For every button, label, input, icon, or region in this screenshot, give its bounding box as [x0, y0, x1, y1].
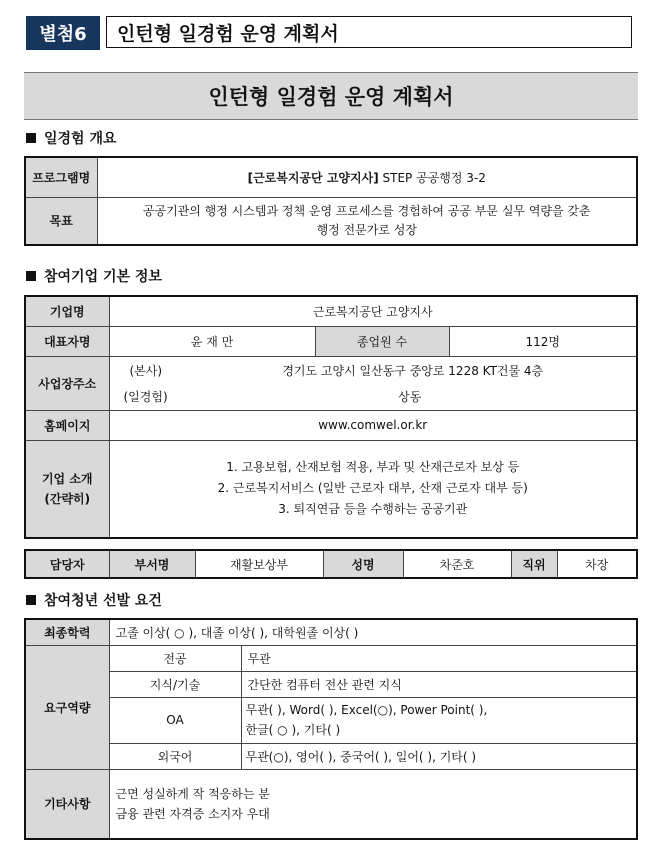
document-title: 인턴형 일경험 운영 계획서 [24, 72, 638, 120]
company-name-label: 기업명 [25, 296, 109, 326]
appendix-tag: 별첨6 [26, 16, 100, 50]
site-label: (일경험) [123, 389, 168, 404]
goal-value [97, 197, 637, 245]
education-label: 최종학력 [25, 619, 109, 645]
contact-table [24, 549, 638, 579]
skill-value: 간단한 컴퓨터 전산 관련 지식 [241, 671, 637, 697]
major-label: 전공 [109, 645, 241, 671]
intro-label [25, 440, 109, 538]
dept-value: 재활보상부 [195, 550, 323, 578]
goal-label: 목표 [25, 197, 97, 245]
etc-value [109, 769, 637, 839]
site-address: 상동 [398, 389, 422, 404]
position-label: 직위 [511, 550, 557, 578]
oa-value [241, 697, 637, 743]
hq-label: (본사) [129, 363, 163, 378]
intro-line-3: 3. 퇴직연금 등을 수행하는 공공기관 [278, 502, 468, 517]
major-value: 무관 [241, 645, 637, 671]
site-address-row [110, 383, 637, 409]
person-name-value: 차준호 [403, 550, 511, 578]
intro-label-line-1: 기업 소개 [41, 471, 93, 486]
homepage-value[interactable]: www.comwel.or.kr [109, 410, 637, 440]
header-title: 인턴형 일경험 운영 계획서 [106, 16, 632, 48]
skill-label: 지식/기술 [109, 671, 241, 697]
language-label: 외국어 [109, 743, 241, 769]
requirements-table [24, 618, 638, 840]
etc-line-1: 근면 성실하게 작 적응하는 분 [115, 786, 270, 801]
language-value: 무관(○), 영어( ), 중국어( ), 일어( ), 기타( ) [241, 743, 637, 769]
program-org: [근로복지공단 고양지사] [247, 170, 379, 185]
intro-value [109, 440, 637, 538]
oa-line-1: 무관( ), Word( ), Excel(○), Power Point( ), [245, 703, 488, 717]
address-label: 사업장주소 [25, 356, 109, 410]
ceo-label: 대표자명 [25, 326, 109, 356]
intro-line-1: 1. 고용보험, 산재보험 적용, 부과 및 산재근로자 보상 등 [226, 460, 520, 475]
program-label: 프로그램명 [25, 157, 97, 197]
hq-address-row [110, 357, 637, 383]
education-value: 고졸 이상( ○ ), 대졸 이상( ), 대학원졸 이상( ) [109, 619, 637, 645]
section-overview-label: 일경험 개요 [44, 131, 117, 147]
etc-line-2: 금융 관련 자격증 소지자 우대 [115, 806, 270, 821]
person-name-label: 성명 [323, 550, 403, 578]
hq-address: 경기도 고양시 일산동구 중앙로 1228 KT건물 4층 [282, 363, 544, 378]
etc-label: 기타사항 [25, 769, 109, 839]
intro-line-2: 2. 근로복지서비스 (일반 근로자 대부, 산재 근로자 대부 등) [217, 481, 528, 496]
goal-line-2: 행정 전문가로 성장 [316, 222, 417, 237]
dept-label: 부서명 [109, 550, 195, 578]
contact-label: 담당자 [25, 550, 109, 578]
section-overview-heading [26, 128, 117, 148]
square-bullet-icon [26, 271, 36, 281]
overview-table [24, 156, 638, 246]
company-table [24, 295, 638, 539]
section-company-heading [26, 266, 162, 286]
section-requirements-label: 참여청년 선발 요건 [44, 593, 162, 609]
competency-label: 요구역량 [25, 645, 109, 769]
program-name: STEP 공공행정 3-2 [378, 170, 486, 185]
position-value: 차장 [557, 550, 637, 578]
square-bullet-icon [26, 133, 36, 143]
ceo-value: 윤 재 만 [109, 326, 315, 356]
employees-value: 112명 [449, 326, 637, 356]
section-company-label: 참여기업 기본 정보 [44, 269, 162, 285]
program-value [97, 157, 637, 197]
company-name-value: 근로복지공단 고양지사 [109, 296, 637, 326]
intro-label-line-2: (간략히) [44, 491, 91, 506]
homepage-label: 홈페이지 [25, 410, 109, 440]
square-bullet-icon [26, 595, 36, 605]
goal-line-1: 공공기관의 행정 시스템과 정책 운영 프로세스를 경험하여 공공 부문 실무 역량을 갖춘 [142, 203, 591, 218]
employees-label: 종업원 수 [315, 326, 449, 356]
address-value [109, 356, 637, 410]
section-requirements-heading [26, 590, 162, 610]
oa-label: OA [109, 697, 241, 743]
oa-line-2: 한글( ○ ), 기타( ) [245, 723, 341, 737]
